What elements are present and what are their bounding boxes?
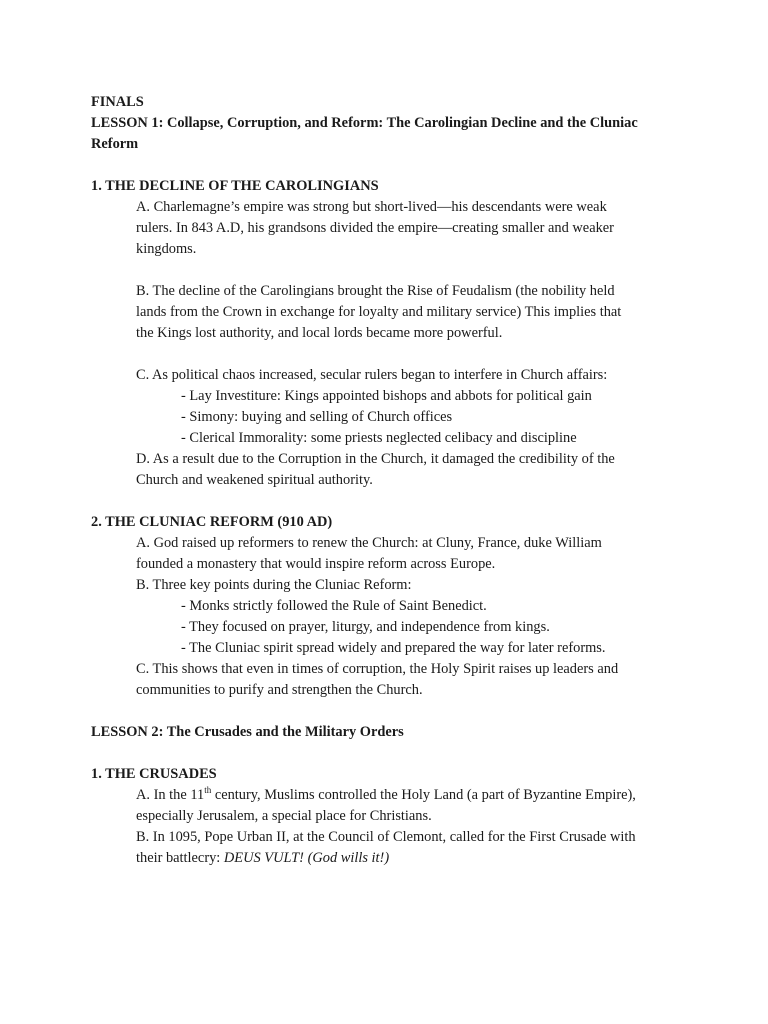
document-page	[91, 92, 677, 869]
s1-a-line2: rulers. In 843 A.D, his grandsons divided the empire—creating smaller and weaker	[136, 220, 614, 236]
l2-a-line1	[91, 785, 677, 806]
section1-heading: 1. THE DECLINE OF THE CAROLINGIANS	[91, 178, 379, 194]
doc-title: FINALS	[91, 94, 144, 110]
s2-b-line1: B. Three key points during the Cluniac Reform:	[136, 577, 412, 593]
s1-b-line3: the Kings lost authority, and local lords became more powerful.	[136, 325, 503, 341]
l2-a-pre: A. In the 11	[136, 787, 205, 803]
s2-a-line1: A. God raised up reformers to renew the Church: at Cluny, France, duke William	[136, 535, 602, 551]
lesson1-heading: LESSON 1: Collapse, Corruption, and Reform: The Carolingian Decline and the Cluniac	[91, 115, 638, 131]
l2-b-line1: B. In 1095, Pope Urban II, at the Council of Clemont, called for the First Crusade with	[136, 829, 636, 845]
crusades-heading: 1. THE CRUSADES	[91, 766, 217, 782]
s2-a-line2: founded a monastery that would inspire reform across Europe.	[136, 556, 496, 572]
s2-c-line1: C. This shows that even in times of corruption, the Holy Spirit raises up leaders and	[136, 661, 619, 677]
s1-c-item: - Clerical Immorality: some priests neglected celibacy and discipline	[181, 430, 577, 446]
s1-b-line2: lands from the Crown in exchange for loyalty and military service) This implies that	[136, 304, 622, 320]
s1-c-item: - Lay Investiture: Kings appointed bishops and abbots for political gain	[181, 388, 592, 404]
lesson2-heading: LESSON 2: The Crusades and the Military Orders	[91, 724, 404, 740]
s1-d-line2: Church and weakened spiritual authority.	[136, 472, 373, 488]
s1-c-line1: C. As political chaos increased, secular rulers began to interfere in Church affairs:	[136, 367, 608, 383]
s1-a-line1: A. Charlemagne’s empire was strong but short-lived—his descendants were weak	[136, 199, 607, 215]
s1-c-item: - Simony: buying and selling of Church offices	[181, 409, 453, 425]
lesson1-heading-cont: Reform	[91, 136, 139, 152]
s1-d-line1: D. As a result due to the Corruption in the Church, it damaged the credibility of the	[136, 451, 615, 467]
s2-c-line2: communities to purify and strengthen the Church.	[136, 682, 423, 698]
s2-b-item: - They focused on prayer, liturgy, and independence from kings.	[181, 619, 550, 635]
s2-b-item: - Monks strictly followed the Rule of Saint Benedict.	[181, 598, 487, 614]
l2-a-superscript: th	[204, 785, 212, 796]
s2-b-item: - The Cluniac spirit spread widely and prepared the way for later reforms.	[181, 640, 606, 656]
battlecry-text: DEUS VULT! (God wills it!)	[223, 850, 390, 866]
section2-heading: 2. THE CLUNIAC REFORM (910 AD)	[91, 514, 333, 530]
l2-b-line2	[91, 848, 677, 869]
l2-b-pre: their battlecry:	[136, 850, 224, 866]
s1-a-line3: kingdoms.	[136, 241, 197, 257]
l2-a-line2: especially Jerusalem, a special place for Christians.	[136, 808, 432, 824]
s1-b-line1: B. The decline of the Carolingians brought the Rise of Feudalism (the nobility held	[136, 283, 615, 299]
l2-a-post: century, Muslims controlled the Holy Land (a part of Byzantine Empire),	[211, 787, 636, 803]
